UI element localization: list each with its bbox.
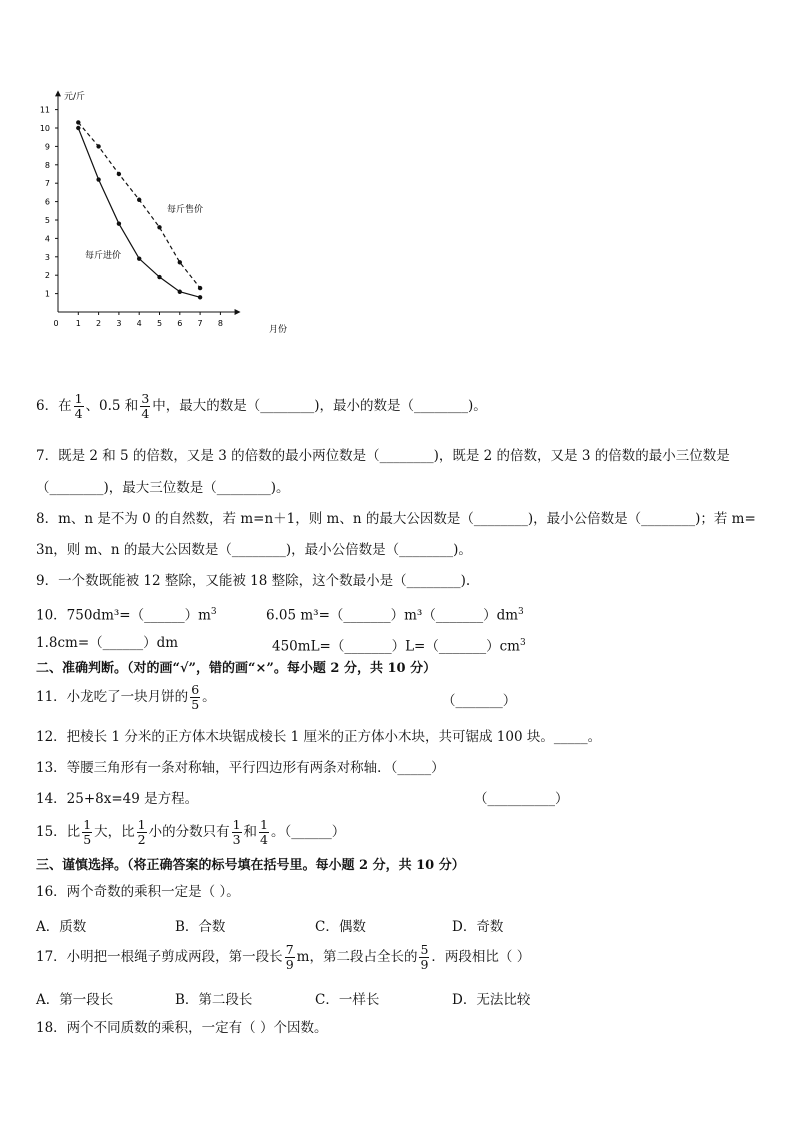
cost-price-point bbox=[198, 295, 202, 299]
cost-price-point bbox=[137, 256, 141, 260]
question-14-blank: （__________） bbox=[474, 791, 569, 807]
q6-f1-denominator: 4 bbox=[74, 406, 83, 421]
q17-option-d[interactable]: D．无法比较 bbox=[452, 992, 531, 1008]
q10-b2-sup: 3 bbox=[519, 638, 526, 648]
question-15 bbox=[36, 818, 345, 847]
q16-option-d[interactable]: D．奇数 bbox=[452, 919, 504, 935]
q15-f4-denominator: 4 bbox=[260, 832, 268, 847]
q6-text-c: 中，最大的数是（________)，最小的数是（________)。 bbox=[152, 398, 487, 414]
question-7-line-2: （________)，最大三位数是（________)。 bbox=[36, 480, 290, 496]
q15-f1-denominator: 5 bbox=[83, 832, 92, 847]
sell-price-point bbox=[198, 286, 202, 290]
q15-f4-numerator: 1 bbox=[260, 817, 268, 832]
q16-option-b[interactable]: B．合数 bbox=[175, 919, 226, 935]
question-12: 12．把棱长 1 分米的正方体木块锯成棱长 1 厘米的正方体小木块，共可锯成 100 块。_____。 bbox=[36, 729, 602, 745]
q17-option-a[interactable]: A．第一段长 bbox=[36, 992, 114, 1008]
question-10-part-1 bbox=[36, 603, 217, 625]
y-tick-label: 2 bbox=[44, 271, 50, 281]
q17-f1-numerator: 7 bbox=[285, 942, 294, 957]
section-2-heading: 二、准确判断。（对的画“√”，错的画“×”。每小题 2 分，共 10 分） bbox=[36, 661, 437, 676]
q11-text-b: 。 bbox=[202, 689, 216, 705]
y-tick-label: 9 bbox=[44, 142, 50, 152]
question-10-part-4 bbox=[272, 634, 526, 656]
x-tick-label: 6 bbox=[177, 319, 183, 328]
question-9: 9．一个数既能被 12 整除，又能被 18 整除，这个数最小是（________). bbox=[36, 573, 471, 589]
question-11-blank: （_______） bbox=[442, 693, 517, 709]
q15-fraction-4 bbox=[259, 818, 269, 847]
q15-f3-denominator: 3 bbox=[232, 832, 241, 847]
q17-fraction-1 bbox=[285, 943, 295, 972]
question-6 bbox=[36, 392, 487, 421]
q15-fraction-2 bbox=[137, 818, 147, 847]
q17-text-c: ．两段相比（ ） bbox=[431, 949, 531, 965]
q17-option-b[interactable]: B．第二段长 bbox=[175, 992, 253, 1008]
sell-price-point bbox=[76, 120, 80, 124]
q11-text: 11．小龙吃了一块月饼的 bbox=[36, 689, 189, 705]
question-13: 13．等腰三角形有一条对称轴，平行四边形有两条对称轴．（_____） bbox=[36, 760, 445, 776]
question-16: 16．两个奇数的乘积一定是（ ）。 bbox=[36, 884, 240, 900]
q17-text-b: m，第二段占全长的 bbox=[296, 949, 418, 965]
q10-a1-sup: 3 bbox=[210, 607, 217, 617]
question-10-part-3: 1.8cm=（______）dm bbox=[36, 635, 179, 651]
x-tick-label: 8 bbox=[217, 319, 223, 328]
q15-text-a: 15．比 bbox=[36, 824, 81, 840]
y-tick-label: 11 bbox=[39, 105, 50, 115]
x-axis-label: 月份 bbox=[269, 325, 288, 335]
q6-text-b: 、0.5 和 bbox=[85, 398, 139, 414]
q15-text-c: 小的分数只有 bbox=[148, 824, 230, 840]
q15-f2-denominator: 2 bbox=[137, 832, 146, 847]
q6-fraction-2 bbox=[140, 392, 150, 421]
y-axis-arrow bbox=[55, 90, 61, 96]
q15-text-e: 。（______） bbox=[271, 824, 346, 840]
q16-option-a[interactable]: A．质数 bbox=[36, 919, 87, 935]
sell-price-point bbox=[117, 172, 121, 176]
y-tick-label: 7 bbox=[44, 179, 50, 189]
x-tick-label: 3 bbox=[116, 319, 122, 328]
price-line-chart bbox=[30, 80, 330, 350]
q17-fraction-2 bbox=[419, 943, 429, 972]
q15-f2-numerator: 1 bbox=[137, 817, 146, 832]
q17-text-a: 17．小明把一根绳子剪成两段，第一段长 bbox=[36, 949, 283, 965]
y-tick-label: 3 bbox=[44, 252, 50, 262]
question-7-line-1: 7．既是 2 和 5 的倍数，又是 3 的倍数的最小两位数是（________)，既是 2 的倍数，又是 3 的倍数的最小三位数是 bbox=[36, 448, 730, 464]
q17-f2-denominator: 9 bbox=[420, 957, 429, 972]
series-label-cost: 每斤进价 bbox=[85, 251, 122, 261]
y-tick-label: 10 bbox=[39, 124, 50, 133]
q6-fraction-1 bbox=[74, 392, 84, 421]
q15-f1-numerator: 1 bbox=[83, 817, 92, 832]
question-11 bbox=[36, 683, 216, 712]
q17-f1-denominator: 9 bbox=[285, 957, 294, 972]
y-tick-label: 8 bbox=[44, 160, 50, 170]
x-tick-label: 1 bbox=[75, 319, 81, 328]
question-8-line-2: 3n，则 m、n 的最大公因数是（________)，最小公倍数是（________)。 bbox=[36, 542, 472, 558]
y-tick-label: 1 bbox=[44, 289, 50, 299]
cost-price-point bbox=[117, 221, 121, 225]
q10-b2: 450mL=（_______）L=（_______）cm bbox=[272, 638, 520, 655]
q6-f2-numerator: 3 bbox=[141, 391, 150, 406]
q15-fraction-3 bbox=[232, 818, 242, 847]
cost-price-point bbox=[76, 126, 80, 130]
x-tick-label: 0 bbox=[53, 319, 59, 328]
q11-fraction bbox=[190, 683, 200, 712]
q11-numerator: 6 bbox=[191, 682, 200, 697]
question-14: 14．25+8x=49 是方程。 bbox=[36, 791, 199, 807]
q6-f1-numerator: 1 bbox=[74, 391, 83, 406]
series-label-sell: 每斤售价 bbox=[167, 205, 204, 215]
q10-a2: 6.05 m³=（_______）m³（_______）dm bbox=[266, 607, 519, 624]
sell-price-point bbox=[157, 225, 161, 229]
sell-price-point bbox=[137, 198, 141, 202]
q10-a2-sup: 3 bbox=[518, 607, 524, 617]
q16-option-c[interactable]: C．偶数 bbox=[315, 919, 366, 935]
q10-a1: 10．750dm³=（______）m bbox=[36, 607, 211, 624]
x-tick-label: 5 bbox=[156, 319, 163, 328]
sell-price-point bbox=[178, 260, 182, 264]
q17-f2-numerator: 5 bbox=[420, 942, 429, 957]
y-axis-label: 元/斤 bbox=[64, 92, 86, 102]
x-axis-arrow bbox=[235, 309, 241, 315]
q11-denominator: 5 bbox=[191, 697, 200, 712]
cost-price-point bbox=[157, 275, 161, 279]
y-tick-label: 6 bbox=[44, 197, 50, 207]
q6-f2-denominator: 4 bbox=[141, 406, 150, 421]
section-3-heading: 三、谨慎选择。（将正确答案的标号填在括号里。每小题 2 分，共 10 分） bbox=[36, 858, 465, 873]
x-tick-label: 2 bbox=[96, 319, 102, 328]
q15-text-d: 和 bbox=[243, 824, 258, 840]
cost-price-point bbox=[178, 290, 182, 294]
y-tick-label: 5 bbox=[44, 216, 50, 225]
sell-price-point bbox=[96, 144, 100, 148]
x-tick-label: 4 bbox=[136, 319, 142, 328]
q6-text-a: 6．在 bbox=[36, 398, 72, 414]
y-tick-label: 4 bbox=[44, 234, 50, 244]
q15-text-b: 大，比 bbox=[94, 824, 135, 840]
x-tick-label: 7 bbox=[197, 319, 203, 328]
q17-option-c[interactable]: C．一样长 bbox=[315, 992, 380, 1008]
question-18: 18．两个不同质数的乘积，一定有（ ）个因数。 bbox=[36, 1020, 328, 1036]
question-8-line-1: 8．m、n 是不为 0 的自然数，若 m=n＋1，则 m、n 的最大公因数是（________)，最小公倍数是（________)；若 m= bbox=[36, 511, 756, 527]
q15-f3-numerator: 1 bbox=[232, 817, 241, 832]
q15-fraction-1 bbox=[82, 818, 92, 847]
question-10-part-2 bbox=[266, 603, 524, 625]
question-17 bbox=[36, 943, 530, 972]
cost-price-point bbox=[96, 177, 100, 181]
